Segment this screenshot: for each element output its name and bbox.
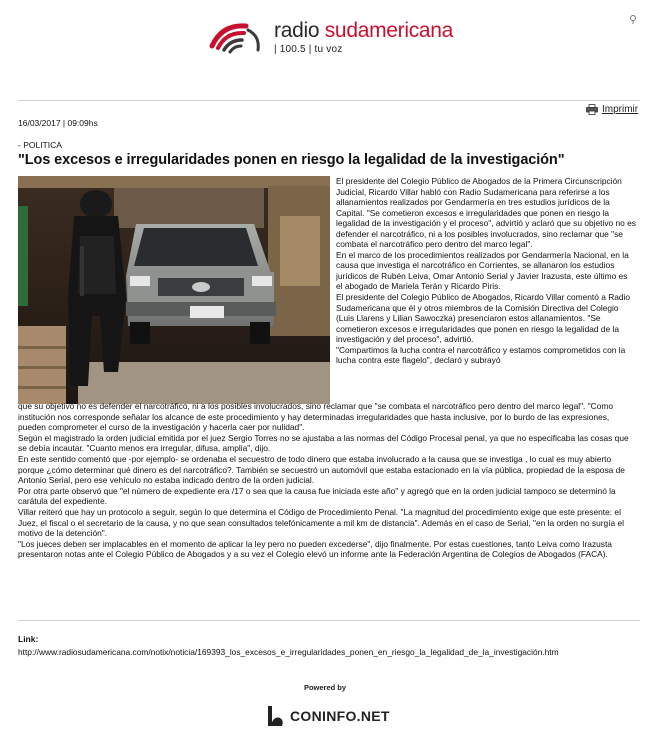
article-body-column — [336, 176, 636, 366]
print-label[interactable]: Imprimir — [602, 104, 639, 115]
body-paragraph: En el marco de los procedimientos realizados por Gendarmería Nacional, en la causa que investiga el narcotráfico en Corrientes, se allanaron los estudios jurídicos de Rubén Leiva, Omar Antonio Serial y Javier Irazusta, este último es el abogado de Mariela Terán y Ricardo Piris. — [336, 249, 629, 292]
article-photo — [18, 176, 330, 404]
body-paragraph: Villar reiteró que hay un protocolo a seguir, según lo que determina el Código de Procedimiento Penal. "La magnitud del procedimiento exige que este presente: el Juez, el fiscal o el secretario de la causa, y no que sean consultados telefónicamente a mil km de distancia". Además en el caso de Serial, "en la orden no surgía el motivo de la detención". — [18, 506, 625, 539]
coninfo-logo[interactable] — [262, 700, 402, 730]
body-paragraph: Según el magistrado la orden judicial emitida por el juez Sergio Torres no se ajustaba a las normas del Código Procesal penal, ya que no especificaba las cosas que se debía incautar. "Cuanto menos era irregular, difusa, amplia", dijo. — [18, 432, 629, 454]
powered-by-label: Powered by — [303, 683, 347, 692]
radio-waves-icon — [208, 22, 268, 56]
body-paragraph: Por otra parte observó que "el número de expediente era /17 o sea que la causa fue iniciada este año" y agregó que en la orden judicial tampoco se determinó la carátula del expediente. — [18, 485, 616, 507]
article-datetime: 16/03/2017 | 09:09hs — [18, 118, 98, 128]
garage-pickup-photo — [18, 176, 330, 404]
top-divider — [18, 100, 640, 101]
body-paragraph: El presidente del Colegio Público de Abogados de la Primera Circunscripción Judicial, Ricardo Villar habló con Radio Sudamericana para referirse a los allanamientos realizados por Gendarmería en tres estudios jurídicos de la Capital. "Se cometieron excesos e irregularidades que ponen en riesgo la legalidad de la investigación y el proceso", advirtió y aclaró que su objetivo no es defender el narcotráfico, ni a los posibles involucrados, sino reclamar que "se combata el narcotráfico pero dentro del marco legal". — [336, 176, 636, 250]
article-link[interactable]: http://www.radiosudamericana.com/notix/noticia/169393_los_excesos_e_irregularidades_ponen_en_riesgo_la_legalidad_de_la_investigación.htm — [18, 647, 559, 657]
link-label: Link: — [18, 634, 39, 644]
article-section[interactable]: - POLITICA — [18, 140, 62, 150]
pin-icon — [628, 14, 638, 24]
coninfo-text: CONINFO.NET — [290, 708, 390, 724]
brand-name-part2: sudamericana — [324, 19, 454, 42]
brand-name — [274, 20, 453, 42]
bottom-divider — [18, 620, 640, 621]
site-logo[interactable] — [208, 18, 468, 62]
body-paragraph: que su objetivo no es defender el narcotráfico, ni a los posibles involucrados, sino reclamar que "se combata el narcotráfico pero dentro del marco legal". "Como institución nos corresponde señalar los alcance de este procedimiento y hay determinadas irregularidades que hasta inclusive, por lo burdo de las expresiones, pueden comprometer el curso de la investigación y hacerla caer por nulidad". — [18, 401, 614, 433]
body-paragraph: "Compartimos la lucha contra el narcotráfico y estamos comprometidos con la lucha contra este flagelo", declaró y subrayó — [336, 344, 626, 366]
site-header — [0, 0, 650, 70]
body-paragraph: El presidente del Colegio Público de Abogados, Ricardo Villar comentó a Radio Sudamericana que él y otros miembros de la Comisión Directiva del Colegio (Luis Llarens y Lilian Sawoczka) presenciaron estos allanamientos. "Se cometieron excesos e irregularidades que ponen en riesgo la legalidad de la investigación y del proceso", advirtió. — [336, 292, 631, 345]
brand-tagline: | 100.5 | tu voz — [274, 44, 343, 55]
printer-icon — [586, 104, 598, 115]
body-paragraph: "Los jueces deben ser implacables en el momento de aplicar la ley pero no pueden excederse", dijo finalmente. Por estas cuestiones, tanto Leiva como Irazusta presentaron notas ante el Colegio Público de Abogados y a su vez el Colegio elevó un informe ante la Federación Argentina de Colegios de Abogados (FACA). — [18, 538, 612, 560]
article-title: "Los excesos e irregularidades ponen en riesgo la legalidad de la investigación" — [18, 152, 565, 168]
print-button[interactable] — [586, 104, 638, 115]
brand-name-part1: radio — [274, 19, 325, 42]
body-paragraph: En este sentido comentó que -por ejemplo- se ordenaba el secuestro de todo dinero que estaba involucrado a la causa que se investiga , lo cual es muy abierto porque ¿cómo determinar qué dinero es del narcotráfico?. También se secuestró un automóvil que estaba estacionado en la vía pública, propiedad de la esposa de Antonio Serial, pero ese vehículo no estaba indicado dentro de la orden judicial. — [18, 453, 625, 486]
coninfo-mark-icon — [262, 702, 288, 728]
article-body-full — [18, 401, 638, 560]
